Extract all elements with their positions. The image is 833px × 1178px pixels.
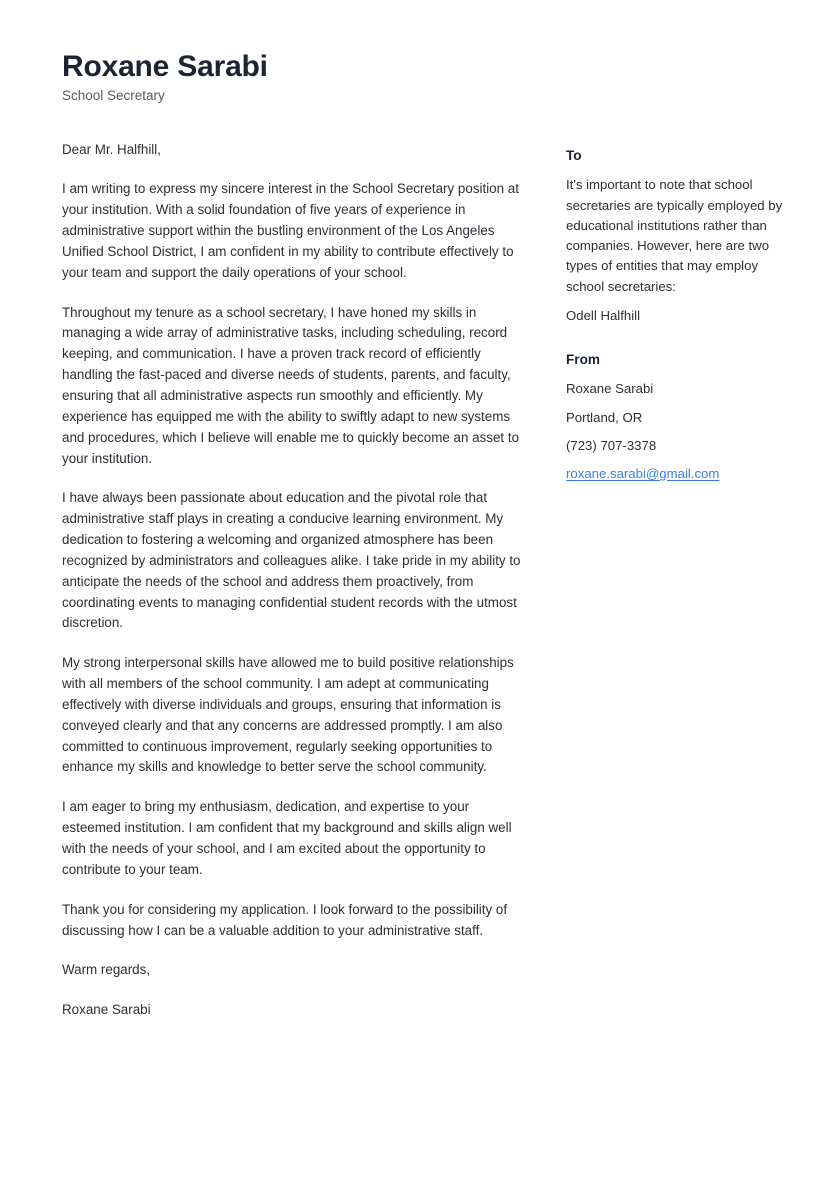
sidebar-heading-from: From: [566, 352, 600, 368]
letter-salutation: Dear Mr. Halfhill,: [62, 142, 161, 157]
sidebar-from-location: Portland, OR: [566, 409, 643, 425]
letter-closing: Warm regards,: [62, 962, 151, 978]
sidebar-section-to: [566, 148, 794, 326]
letter-paragraph: I have always been passionate about education and the pivotal role that administrative staff plays in creating a conducive learning environment. My dedication to fostering a welcoming and organized atmosphere has been recognized by administrators and colleagues alike. I take pride in my ability to anticipate the needs of the school and address them proactively, from coordinating events to managing confidential student records with the utmost discretion.: [62, 490, 521, 631]
sidebar-from-email-link[interactable]: roxane.sarabi@gmail.com: [566, 465, 720, 481]
letter-signature: Roxane Sarabi: [62, 1001, 151, 1017]
letter-sidebar: [566, 140, 794, 484]
sidebar-to-recipient: Odell Halfhill: [566, 307, 641, 323]
letter-paragraph: My strong interpersonal skills have allowed me to build positive relationships with all members of the school community. I am adept at communicating effectively with diverse individuals and groups, ensuring that information is conveyed clearly and that any concerns are addressed promptly. I am also committed to continuous improvement, regularly seeking opportunities to enhance my skills and knowledge to better serve the school community.: [62, 655, 514, 775]
page-title: Roxane Sarabi: [62, 50, 268, 83]
sidebar-section-from: [566, 352, 794, 484]
candidate-job-title: School Secretary: [62, 87, 165, 103]
letter-header: [62, 50, 662, 104]
sidebar-from-phone: (723) 707-3378: [566, 437, 657, 453]
letter-columns: [0, 140, 833, 1020]
letter-paragraph: Throughout my tenure as a school secretary, I have honed my skills in managing a wide array of administrative tasks, including scheduling, record keeping, and communication. I have a proven track record of efficiently handling the fast-paced and diverse needs of students, parents, and faculty, ensuring that all administrative aspects run smoothly and efficiently. My experience has equipped me with the ability to swiftly adapt to new systems and procedures, which I believe will enable me to quickly become an asset to your institution.: [62, 304, 520, 466]
letter-body: [62, 140, 522, 1020]
sidebar-from-email-row: [566, 464, 794, 484]
letter-paragraph: I am eager to bring my enthusiasm, dedication, and expertise to your esteemed institution. I am confident that my background and skills align well with the needs of your school, and I am excited about the opportunity to contribute to your team.: [62, 799, 512, 877]
sidebar-heading-to: To: [566, 148, 582, 163]
letter-paragraph: I am writing to express my sincere interest in the School Secretary position at your institution. With a solid foundation of five years of experience in administrative support within the bustling environment of the Los Angeles Unified School District, I am confident in my ability to contribute effectively to your team and support the daily operations of your school.: [62, 181, 519, 280]
sidebar-to-note: It's important to note that school secretaries are typically employed by educational institutions rather than companies. However, here are two types of entities that may employ school secretaries:: [566, 177, 783, 294]
sidebar-from-name: Roxane Sarabi: [566, 381, 654, 397]
letter-paragraph: Thank you for considering my application. I look forward to the possibility of discussing how I can be a valuable addition to your administrative staff.: [62, 901, 508, 938]
